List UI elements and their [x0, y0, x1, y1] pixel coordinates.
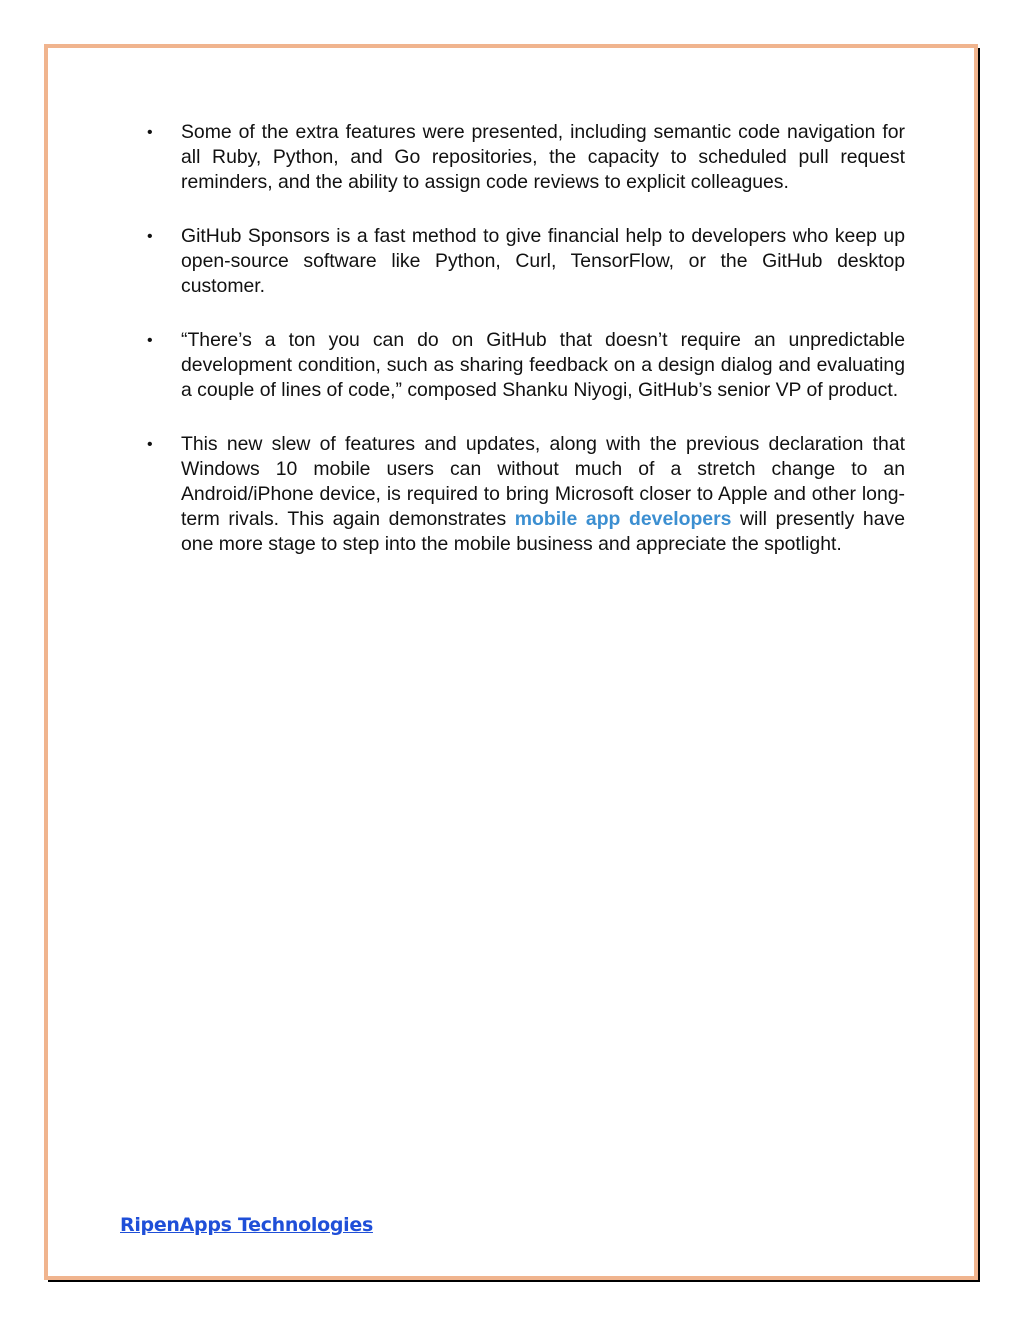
bullet-item-3 — [145, 328, 905, 403]
document-body — [145, 120, 905, 586]
bullet-text-before-link: This new slew of features and updates, along with the previous declaration that Windows 10 mobile users can without much of a stretch change to an Android/iPhone device, is required to bring Microsoft closer to Apple and other long-term rivals. This again demonstrates — [181, 433, 905, 530]
bullet-icon: • — [147, 228, 153, 245]
bullet-icon: • — [147, 124, 153, 141]
bullet-item-2 — [145, 224, 905, 299]
bullet-item-1 — [145, 120, 905, 195]
footer-company-link[interactable]: RipenApps Technologies — [120, 1214, 373, 1236]
bullet-text: “There’s a ton you can do on GitHub that doesn’t require an unpredictable development condition, such as sharing feedback on a design dialog and evaluating a couple of lines of code,” composed Shanku Niyogi, GitHub’s senior VP of product. — [181, 329, 905, 401]
mobile-app-developers-link[interactable]: mobile app developers — [514, 508, 732, 530]
bullet-text-after-link: will presently have one more stage to step into the mobile business and appreciate the spotlight. — [181, 508, 905, 555]
bullet-text: GitHub Sponsors is a fast method to give financial help to developers who keep up open-source software like Python, Curl, TensorFlow, or the GitHub desktop customer. — [181, 225, 905, 297]
bullet-icon: • — [147, 436, 153, 453]
bullet-icon: • — [147, 332, 153, 349]
bullet-item-4 — [145, 432, 905, 557]
bullet-text: Some of the extra features were presented, including semantic code navigation for all Ruby, Python, and Go repositories, the capacity to scheduled pull request reminders, and the ability to assign code reviews to explicit colleagues. — [181, 121, 905, 193]
